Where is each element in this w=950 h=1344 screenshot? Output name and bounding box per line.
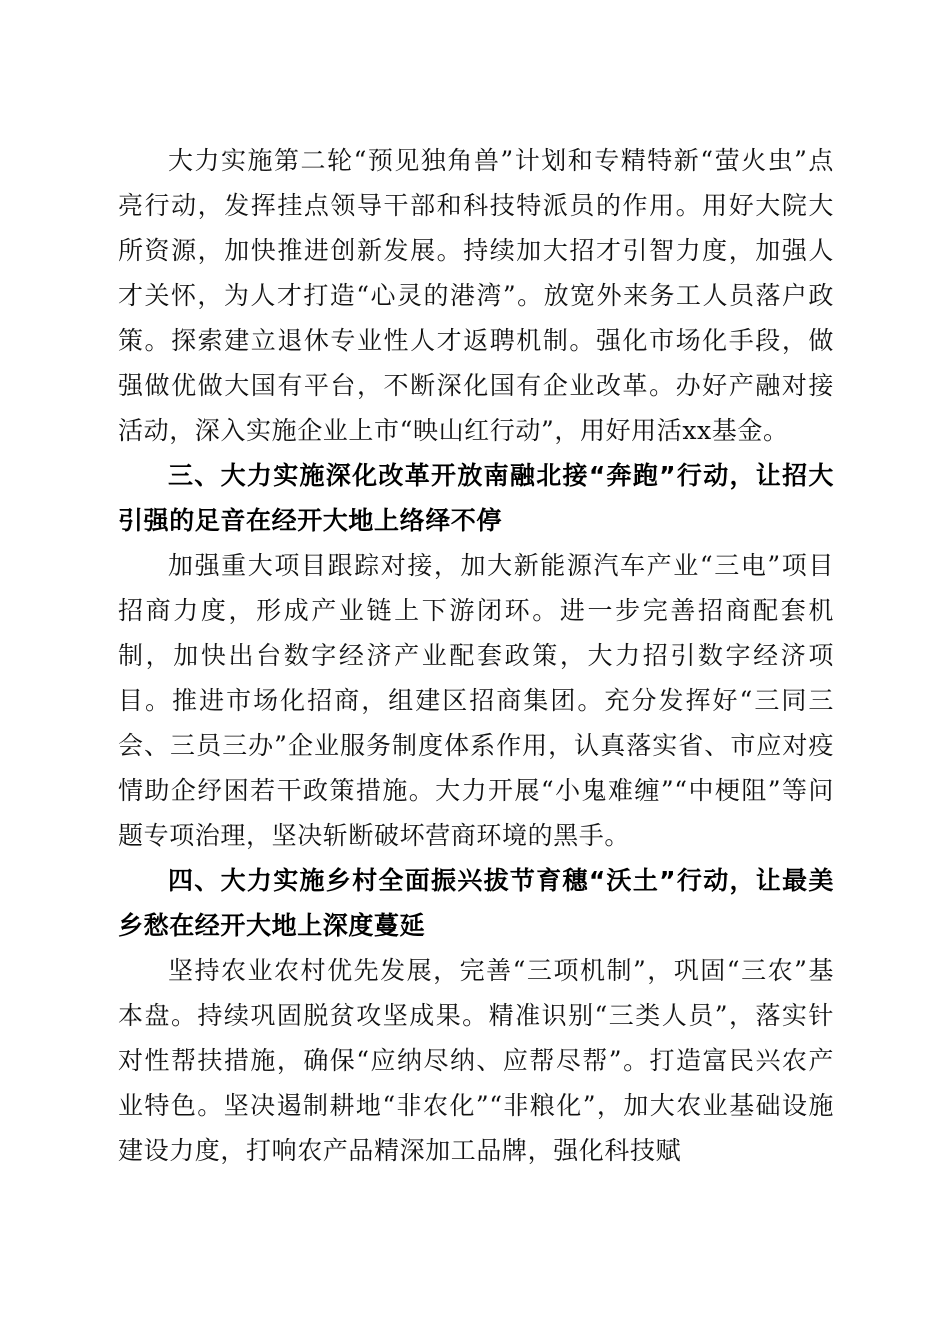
section-heading-three: 三、大力实施深化改革开放南融北接“奔跑”行动，让招大引强的足音在经开大地上络绎不停 bbox=[118, 461, 834, 535]
document-body bbox=[118, 138, 834, 1173]
paragraph-talent-innovation: 大力实施第二轮“预见独角兽”计划和专精特新“萤火虫”点亮行动，发挥挂点领导干部和科技特派员的作用。用好大院大所资源，加快推进创新发展。持续加大招才引智力度，加强人才关怀，为人才打造“心灵的港湾”。放宽外来务工人员落户政策。探索建立退休专业性人才返聘机制。强化市场化手段，做强做优做大国有平台，不断深化国有企业改革。办好产融对接活动，深入实施企业上市“映山红行动”，用好用活xx基金。 bbox=[118, 146, 834, 445]
section-heading-four: 四、大力实施乡村全面振兴拔节育穗“沃土”行动，让最美乡愁在经开大地上深度蔓延 bbox=[118, 866, 834, 940]
paragraph-investment-attraction: 加强重大项目跟踪对接，加大新能源汽车产业“三电”项目招商力度，形成产业链上下游闭环。进一步完善招商配套机制，加快出台数字经济产业配套政策，大力招引数字经济项目。推进市场化招商，组建区招商集团。充分发挥好“三同三会、三员三办”企业服务制度体系作用，认真落实省、市应对疫情助企纾困若干政策措施。大力开展“小鬼难缠”“中梗阻”等问题专项治理，坚决斩断破坏营商环境的黑手。 bbox=[118, 551, 834, 850]
paragraph-rural-revitalization: 坚持农业农村优先发展，完善“三项机制”，巩固“三农”基本盘。持续巩固脱贫攻坚成果。精准识别“三类人员”，落实针对性帮扶措施，确保“应纳尽纳、应帮尽帮”。打造富民兴农产业特色。坚决遏制耕地“非农化”“非粮化”，加大农业基础设施建设力度，打响农产品精深加工品牌，强化科技赋 bbox=[118, 956, 834, 1165]
